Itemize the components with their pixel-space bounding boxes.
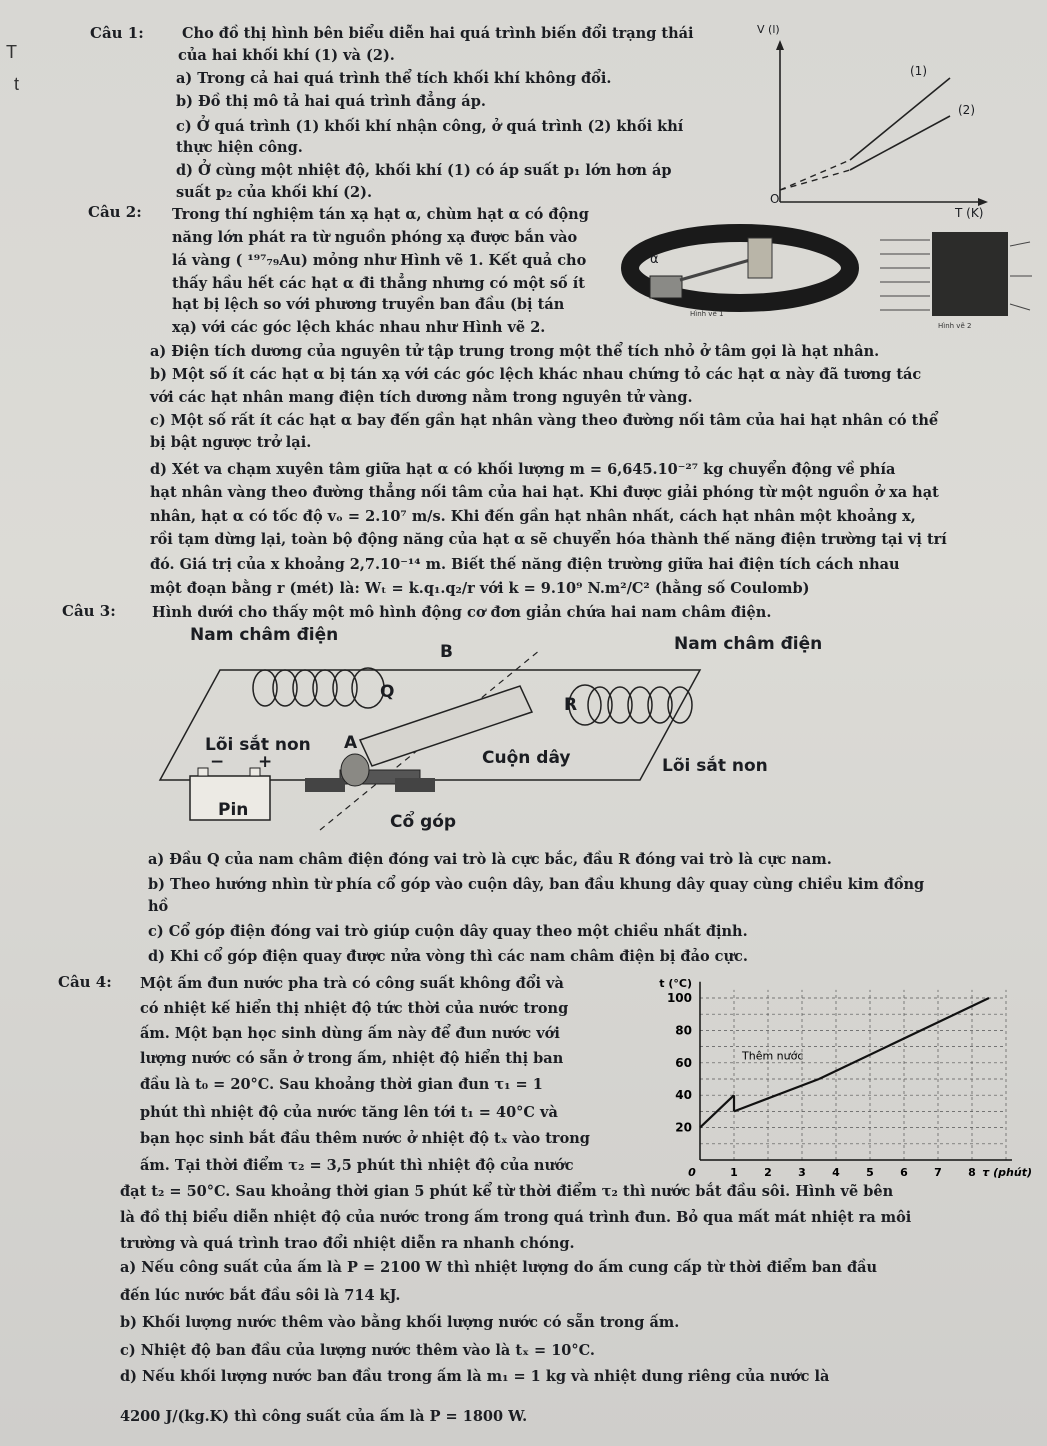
q3-statement-b-cont: hồ [148, 898, 169, 915]
margin-mark: t [14, 74, 20, 94]
q2-statement-d: d) Xét va chạm xuyên tâm giữa hạt α có khối lượng m = 6,645.10⁻²⁷ kg chuyển động về phía [150, 461, 896, 478]
q3-statement-b: b) Theo hướng nhìn từ phía cổ góp vào cuộn dây, ban đầu khung dây quay cùng chiều kim đồng [148, 876, 925, 893]
q2-line: Trong thí nghiệm tán xạ hạt α, chùm hạt α có động [172, 206, 589, 223]
q2-line: lá vàng ( ¹⁹⁷₇₉Au) mỏng như Hình vẽ 1. Kết quả cho [172, 252, 587, 269]
q4-line: có nhiệt kế hiển thị nhiệt độ tức thời của nước trong [140, 1000, 569, 1017]
y-tick-label: 20 [675, 1120, 692, 1135]
x-tick-label: 3 [798, 1166, 806, 1179]
q3-statement-d: d) Khi cổ góp điện quay được nửa vòng thì các nam châm điện bị đảo cực. [148, 948, 748, 965]
q2-statement-d-cont: hạt nhân vàng theo đường thẳng nối tâm của hai hạt. Khi được giải phóng từ một nguồn ở xa hạt [150, 484, 939, 501]
q2-statement-c-cont: bị bật ngược trở lại. [150, 434, 312, 451]
x-tick-label: 2 [764, 1166, 772, 1179]
graph-y-label: V (l) [757, 23, 780, 36]
q4-full-line: trường và quá trình trao đổi nhiệt diễn ra nhanh chóng. [120, 1235, 575, 1252]
q4-statement-b: b) Khối lượng nước thêm vào bằng khối lượng nước có sẵn trong ấm. [120, 1314, 680, 1331]
x-axis-label: τ (phút) [982, 1166, 1032, 1179]
q4-line: ấm. Tại thời điểm τ₂ = 3,5 phút thì nhiệt độ của nước [140, 1157, 574, 1174]
q4-full-line: là đồ thị biểu diễn nhiệt độ của nước trong ấm trong quá trình đun. Bỏ qua mất mát nhiệt ra môi [120, 1209, 912, 1226]
q3-intro: Hình dưới cho thấy một mô hình động cơ đơn giản chứa hai nam châm điện. [152, 604, 772, 621]
temperature-segment [734, 1079, 819, 1111]
point-r: R [564, 695, 578, 715]
temperature-segment [700, 1095, 734, 1127]
figure1-caption: Hình vẽ 1 [690, 310, 724, 318]
q2-statement-c: c) Một số rất ít các hạt α bay đến gần hạt nhân vàng theo đường nối tâm của hai hạt nhân có thể [150, 412, 939, 429]
q4-statement-a-cont: đến lúc nước bắt đầu sôi là 714 kJ. [120, 1287, 401, 1304]
margin-mark: T [6, 42, 17, 62]
q1-line: a) Trong cả hai quá trình thể tích khối khí không đổi. [176, 70, 612, 87]
figure2-caption: Hình vẽ 2 [938, 322, 972, 330]
x-tick-label: 1 [730, 1166, 738, 1179]
q3-statement-a: a) Đầu Q của nam châm điện đóng vai trò là cực bắc, đầu R đóng vai trò là cực nam. [148, 851, 832, 868]
y-axis-label: t (°C) [659, 977, 692, 990]
commutator-label: Cổ góp [390, 812, 457, 832]
q4-line: ấm. Một bạn học sinh dùng ấm này để đun nước với [140, 1025, 560, 1042]
y-tick-label: 40 [675, 1088, 692, 1103]
point-q: Q [380, 682, 395, 702]
core-left-label: Lõi sắt non [205, 735, 311, 755]
q2-label: Câu 2: [88, 203, 142, 221]
point-a: A [344, 733, 358, 753]
q2-line: năng lớn phát ra từ nguồn phóng xạ được bắn vào [172, 229, 578, 246]
q1-line: thực hiện công. [176, 139, 303, 156]
q1-line: b) Đồ thị mô tả hai quá trình đẳng áp. [176, 93, 486, 110]
battery-plus: + [258, 752, 273, 772]
y-tick-label: 80 [675, 1023, 692, 1038]
q4-line: phút thì nhiệt độ của nước tăng lên tới t₁ = 40°C và [140, 1104, 558, 1121]
q2-line: hạt bị lệch so với phương truyền ban đầu (bị tán [172, 296, 565, 313]
q2-statement-d-cont: nhân, hạt α có tốc độ vₒ = 2.10⁷ m/s. Khi đến gần hạt nhân nhất, cách hạt nhân một khoảng x, [150, 508, 916, 525]
magnet-left-label: Nam châm điện [190, 625, 339, 645]
q1-line: của hai khối khí (1) và (2). [178, 47, 395, 64]
q4-label: Câu 4: [58, 973, 112, 991]
q2-statement-d-cont: một đoạn bằng r (mét) là: Wₜ = k.q₁.q₂/r với k = 9.10⁹ N.m²/C² (hằng số Coulomb) [150, 580, 810, 597]
q2-statement-b: b) Một số ít các hạt α bị tán xạ với các góc lệch khác nhau chứng tỏ các hạt α này đã tương tác [150, 366, 922, 383]
q4-full-line: đạt t₂ = 50°C. Sau khoảng thời gian 5 phút kể từ thời điểm τ₂ thì nước bắt đầu sôi. Hình vẽ bên [120, 1183, 894, 1200]
q2-statement-b-cont: với các hạt nhân mang điện tích dương nằm trong nguyên tử vàng. [150, 389, 693, 406]
q4-statement-c: c) Nhiệt độ ban đầu của lượng nước thêm vào là tₓ = 10°C. [120, 1342, 595, 1359]
x-tick-label: 4 [832, 1166, 840, 1179]
q4-statement-d: d) Nếu khối lượng nước ban đầu trong ấm là m₁ = 1 kg và nhiệt dung riêng của nước là [120, 1368, 830, 1385]
figure1-scattering-setup [620, 218, 860, 328]
battery-minus: − [210, 752, 225, 772]
point-b: B [440, 642, 453, 662]
q4-line: Một ấm đun nước pha trà có công suất không đổi và [140, 975, 564, 992]
q2-statement-d-cont: rồi tạm dừng lại, toàn bộ động năng của hạt α sẽ chuyển hóa thành thế năng điện trường tại vị trí [150, 531, 947, 548]
q1-line: Cho đồ thị hình bên biểu diễn hai quá trình biến đổi trạng thái [182, 25, 694, 42]
graph-line1-label: (1) [910, 64, 927, 78]
q2-statement-a: a) Điện tích dương của nguyên tử tập trung trong một thể tích nhỏ ở tâm gọi là hạt nhân. [150, 343, 880, 360]
x-tick-label: 7 [934, 1166, 942, 1179]
graph-origin: O [770, 192, 780, 206]
x-tick-label: 6 [900, 1166, 908, 1179]
alpha-symbol: α [650, 252, 659, 267]
q4-temperature-chart [640, 975, 1040, 1180]
magnet-right-label: Nam châm điện [674, 634, 823, 654]
x-tick-label: 8 [968, 1166, 976, 1179]
coil-label: Cuộn dây [482, 748, 571, 768]
q2-line: xạ) với các góc lệch khác nhau như Hình vẽ 2. [172, 319, 546, 336]
graph-line2-label: (2) [958, 103, 975, 117]
x-tick-label: 5 [866, 1166, 874, 1179]
y-tick-label: 60 [675, 1055, 692, 1070]
core-right-label: Lõi sắt non [662, 756, 768, 776]
graph-x-label: T (K) [955, 206, 984, 220]
q1-label: Câu 1: [90, 24, 144, 42]
q4-statement-d-cont: 4200 J/(kg.K) thì công suất của ấm là P = 1800 W. [120, 1408, 528, 1425]
q1-line: suất p₂ của khối khí (2). [176, 184, 373, 201]
q1-line: d) Ở cùng một nhiệt độ, khối khí (1) có áp suất p₁ lớn hơn áp [176, 162, 672, 179]
q3-statement-c: c) Cổ góp điện đóng vai trò giúp cuộn dây quay theo một chiều nhất định. [148, 923, 748, 940]
annotation-them-nuoc: Thêm nước [742, 1049, 804, 1063]
q1-vt-graph [740, 30, 1040, 230]
q4-line: đầu là t₀ = 20°C. Sau khoảng thời gian đun τ₁ = 1 [140, 1076, 543, 1093]
battery-label: Pin [218, 800, 249, 820]
q4-statement-a: a) Nếu công suất của ấm là P = 2100 W thì nhiệt lượng do ấm cung cấp từ thời điểm ban đầu [120, 1259, 878, 1276]
q4-line: bạn học sinh bắt đầu thêm nước ở nhiệt độ tₓ vào trong [140, 1130, 590, 1147]
q3-label: Câu 3: [62, 602, 116, 620]
y-tick-label: 100 [666, 991, 692, 1005]
q4-line: lượng nước có sẵn ở trong ấm, nhiệt độ hiển thị ban [140, 1050, 564, 1067]
x-tick-label: 0 [688, 1166, 696, 1179]
q1-line: c) Ở quá trình (1) khối khí nhận công, ở quá trình (2) khối khí [176, 118, 684, 135]
q2-statement-d-cont: đó. Giá trị của x khoảng 2,7.10⁻¹⁴ m. Biết thế năng điện trường giữa hai điện tích cách nhau [150, 556, 900, 573]
q2-line: thấy hầu hết các hạt α đi thẳng nhưng có một số ít [172, 275, 585, 292]
figure2-gold-atoms [870, 226, 1040, 326]
temperature-segment [819, 998, 989, 1079]
